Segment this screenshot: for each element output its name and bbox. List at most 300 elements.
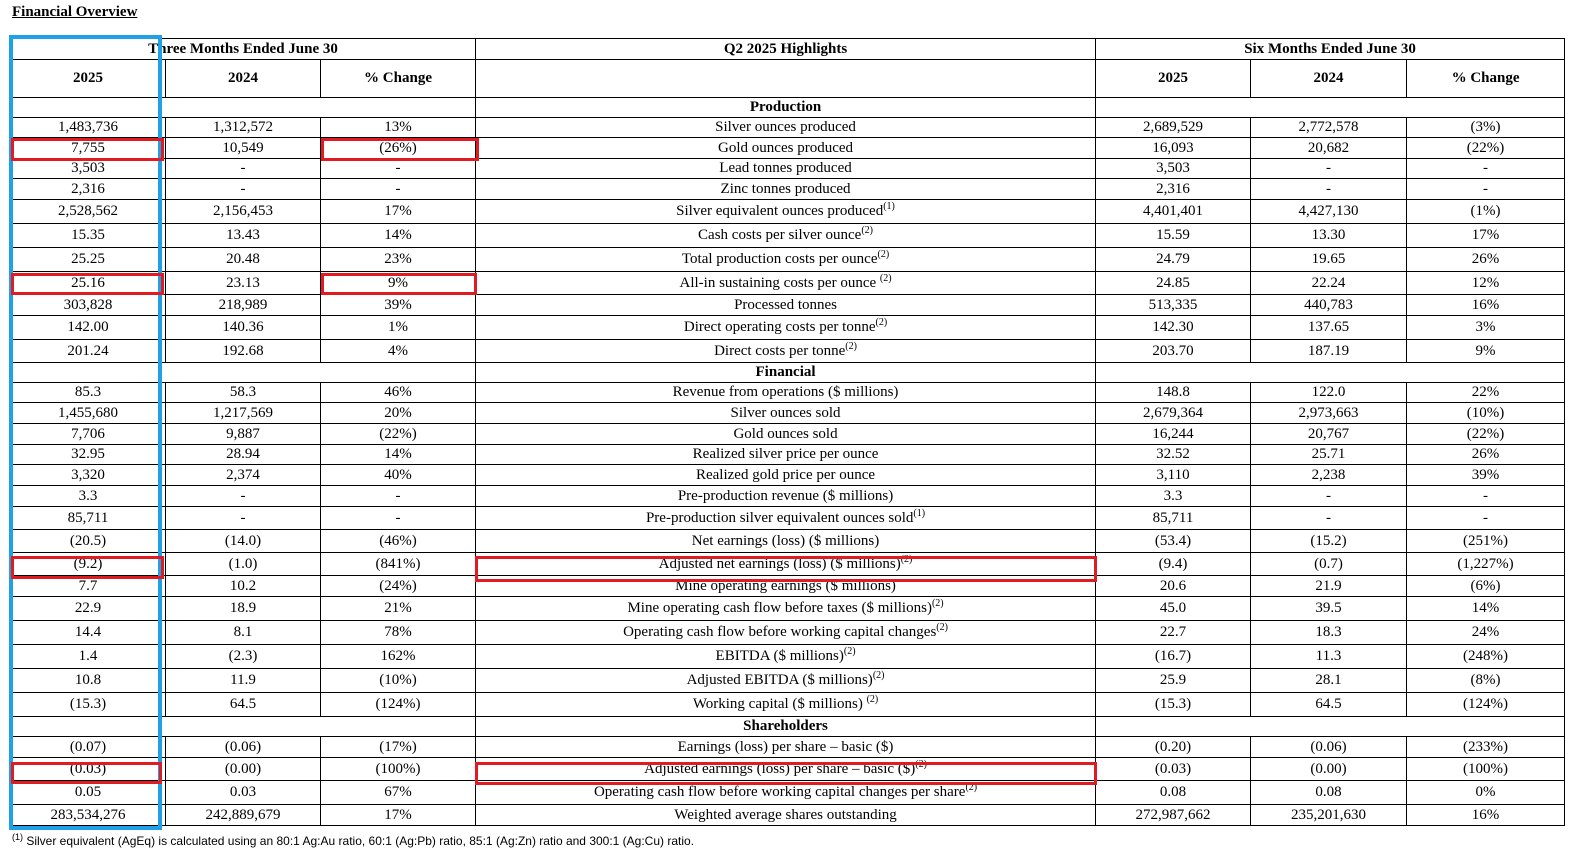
value-sch: - — [1407, 159, 1565, 179]
value-s25: 45.0 — [1096, 597, 1251, 621]
metric-label-cell — [476, 758, 1096, 781]
value-qch: 17% — [321, 200, 476, 224]
value-q25: (0.03) — [11, 758, 166, 781]
metric-label-cell — [476, 669, 1096, 693]
value-qch: 23% — [321, 248, 476, 272]
value-sch: 9% — [1407, 340, 1565, 363]
metric-label-cell — [476, 403, 1096, 424]
footnote-ref: (2) — [879, 272, 892, 284]
value-s24: 2,238 — [1251, 465, 1407, 486]
value-q25: (9.2) — [11, 553, 166, 576]
value-s24: 28.1 — [1251, 669, 1407, 693]
metric-label-cell — [476, 530, 1096, 553]
value-q24: 20.48 — [166, 248, 321, 272]
metric-label-cell — [476, 576, 1096, 597]
value-sch: - — [1407, 486, 1565, 507]
value-qch: (17%) — [321, 737, 476, 758]
value-sch: (1%) — [1407, 200, 1565, 224]
value-qch: 39% — [321, 295, 476, 316]
footnote-ref: (2) — [861, 225, 874, 236]
metric-label-cell — [476, 383, 1096, 403]
metric-label: Direct costs per tonne — [714, 342, 846, 359]
value-q24: 2,156,453 — [166, 200, 321, 224]
table-row — [11, 758, 1565, 781]
value-s25: 513,335 — [1096, 295, 1251, 316]
value-q25: 10.8 — [11, 669, 166, 693]
value-s25: 272,987,662 — [1096, 805, 1251, 826]
value-s25: 24.85 — [1096, 272, 1251, 295]
value-sch: 26% — [1407, 248, 1565, 272]
value-s25: (15.3) — [1096, 693, 1251, 717]
section-title: Shareholders — [476, 717, 1096, 737]
table-row — [11, 383, 1565, 403]
table-row — [11, 445, 1565, 465]
metric-label-cell — [476, 316, 1096, 340]
value-s25: (0.20) — [1096, 737, 1251, 758]
highlights-blank-cell — [476, 60, 1096, 98]
metric-label: Adjusted earnings (loss) per share – basic ($) — [644, 760, 916, 777]
metric-label-cell — [476, 645, 1096, 669]
value-q24: - — [166, 159, 321, 179]
value-q25: (20.5) — [11, 530, 166, 553]
metric-label: EBITDA ($ millions) — [715, 648, 844, 664]
value-q24: - — [166, 179, 321, 200]
metric-label: Operating cash flow before working capital changes per share — [593, 784, 966, 800]
value-sch: (124%) — [1407, 693, 1565, 717]
value-s25: 2,316 — [1096, 179, 1251, 200]
value-q25: 201.24 — [11, 340, 166, 363]
value-q24: 18.9 — [166, 597, 321, 621]
financial-overview-table — [10, 38, 1565, 826]
value-qch: 14% — [321, 445, 476, 465]
metric-label: Direct operating costs per tonne — [683, 319, 876, 335]
table-row — [11, 805, 1565, 826]
footnote — [12, 834, 694, 848]
value-q24: 0.03 — [166, 781, 321, 805]
metric-label: Working capital ($ millions) — [692, 696, 867, 712]
metric-label-cell — [476, 340, 1096, 363]
value-q25: 32.95 — [11, 445, 166, 465]
footnote-ref: (2) — [875, 317, 888, 328]
value-s24: (0.7) — [1251, 553, 1407, 576]
value-qch: - — [321, 159, 476, 179]
value-q24: 2,374 — [166, 465, 321, 486]
metric-label-cell — [476, 597, 1096, 621]
metric-label: Gold ounces sold — [733, 425, 838, 442]
value-q25: 303,828 — [11, 295, 166, 316]
value-sch: 17% — [1407, 224, 1565, 248]
value-s24: 187.19 — [1251, 340, 1407, 363]
value-s25: 16,244 — [1096, 424, 1251, 445]
footnote-ref: (1) — [913, 507, 926, 519]
header-row-years — [11, 60, 1565, 98]
value-q24: 9,887 — [166, 424, 321, 445]
value-s25: 16,093 — [1096, 138, 1251, 159]
metric-label: Realized silver price per ounce — [692, 446, 879, 462]
value-sch: - — [1407, 507, 1565, 530]
value-qch: 1% — [321, 316, 476, 340]
q-2025-header: 2025 — [11, 60, 166, 98]
value-q24: 218,989 — [166, 295, 321, 316]
value-q25: 1,483,736 — [11, 118, 166, 138]
metric-label: Mine operating earnings ($ millions) — [675, 577, 896, 594]
value-s24: 39.5 — [1251, 597, 1407, 621]
header-row-periods — [11, 39, 1565, 60]
value-s24: 4,427,130 — [1251, 200, 1407, 224]
six-months-header: Six Months Ended June 30 — [1096, 39, 1565, 60]
value-sch: 39% — [1407, 465, 1565, 486]
value-s25: 85,711 — [1096, 507, 1251, 530]
metric-label-cell — [476, 138, 1096, 159]
value-s24: 440,783 — [1251, 295, 1407, 316]
value-q25: 7,755 — [11, 138, 166, 159]
value-qch: 162% — [321, 645, 476, 669]
value-sch: 16% — [1407, 295, 1565, 316]
q-change-header: % Change — [321, 60, 476, 98]
s-change-header: % Change — [1407, 60, 1565, 98]
value-s24: 21.9 — [1251, 576, 1407, 597]
section-spacer — [1096, 717, 1565, 737]
value-qch: (24%) — [321, 576, 476, 597]
table-row — [11, 465, 1565, 486]
value-s25: (9.4) — [1096, 553, 1251, 576]
footnote-ref: (2) — [845, 340, 857, 352]
table-row — [11, 248, 1565, 272]
footnote-ref: (2) — [872, 670, 885, 681]
table-row — [11, 530, 1565, 553]
metric-label: Realized gold price per ounce — [695, 466, 876, 483]
table-row — [11, 118, 1565, 138]
value-sch: (22%) — [1407, 424, 1565, 445]
value-qch: 21% — [321, 597, 476, 621]
value-sch: 12% — [1407, 272, 1565, 295]
metric-label-cell — [476, 224, 1096, 248]
value-q24: 8.1 — [166, 621, 321, 645]
value-qch: (26%) — [321, 138, 476, 159]
value-s24: 25.71 — [1251, 445, 1407, 465]
metric-label: Weighted average shares outstanding — [674, 806, 897, 823]
value-q25: 3.3 — [11, 486, 166, 507]
value-q25: 1,455,680 — [11, 403, 166, 424]
value-qch: (100%) — [321, 758, 476, 781]
metric-label-cell — [476, 424, 1096, 445]
value-q24: (0.06) — [166, 737, 321, 758]
footnote-ref: (2) — [843, 646, 856, 657]
value-sch: 3% — [1407, 316, 1565, 340]
value-s24: (0.06) — [1251, 737, 1407, 758]
metric-label: Silver ounces produced — [715, 119, 856, 135]
metric-label-cell — [476, 118, 1096, 138]
value-sch: (10%) — [1407, 403, 1565, 424]
value-s24: 2,772,578 — [1251, 118, 1407, 138]
value-s25: 20.6 — [1096, 576, 1251, 597]
footnote-ref: (2) — [965, 782, 978, 793]
value-q25: 85,711 — [11, 507, 166, 530]
q-2024-header: 2024 — [166, 60, 321, 98]
value-s24: 64.5 — [1251, 693, 1407, 717]
section-spacer — [11, 98, 476, 118]
value-s25: 25.9 — [1096, 669, 1251, 693]
value-sch: 14% — [1407, 597, 1565, 621]
value-s24: 13.30 — [1251, 224, 1407, 248]
section-row-shareholders — [11, 717, 1565, 737]
table-row — [11, 200, 1565, 224]
value-q24: - — [166, 507, 321, 530]
metric-label: Pre-production silver equivalent ounces sold — [645, 509, 914, 526]
value-s24: 18.3 — [1251, 621, 1407, 645]
table-row — [11, 737, 1565, 758]
metric-label-cell — [476, 295, 1096, 316]
value-s25: 203.70 — [1096, 340, 1251, 363]
metric-label: Zinc tonnes produced — [720, 180, 851, 197]
value-q24: 140.36 — [166, 316, 321, 340]
footnote-marker: (1) — [12, 832, 23, 842]
value-q25: 2,316 — [11, 179, 166, 200]
value-s25: (16.7) — [1096, 645, 1251, 669]
metric-label-cell — [476, 445, 1096, 465]
value-sch: (233%) — [1407, 737, 1565, 758]
value-qch: (46%) — [321, 530, 476, 553]
value-qch: 9% — [321, 272, 476, 295]
value-q25: 3,320 — [11, 465, 166, 486]
value-s25: 3.3 — [1096, 486, 1251, 507]
metric-label: Pre-production revenue ($ millions) — [677, 487, 894, 504]
footnote-ref: (2) — [936, 622, 948, 633]
metric-label-cell — [476, 486, 1096, 507]
value-q24: 13.43 — [166, 224, 321, 248]
value-sch: (1,227%) — [1407, 553, 1565, 576]
value-s24: 22.24 — [1251, 272, 1407, 295]
footnote-ref: (1) — [883, 201, 895, 212]
value-qch: (841%) — [321, 553, 476, 576]
metric-label-cell — [476, 553, 1096, 576]
value-q25: 3,503 — [11, 159, 166, 179]
value-s24: 19.65 — [1251, 248, 1407, 272]
highlights-header: Q2 2025 Highlights — [476, 39, 1096, 60]
value-q24: 28.94 — [166, 445, 321, 465]
value-sch: - — [1407, 179, 1565, 200]
table-row — [11, 597, 1565, 621]
value-q24: (14.0) — [166, 530, 321, 553]
value-s25: (53.4) — [1096, 530, 1251, 553]
value-s25: 2,679,364 — [1096, 403, 1251, 424]
table-row — [11, 669, 1565, 693]
value-s24: (15.2) — [1251, 530, 1407, 553]
three-months-header: Three Months Ended June 30 — [11, 39, 476, 60]
value-s24: 122.0 — [1251, 383, 1407, 403]
value-q25: 7.7 — [11, 576, 166, 597]
value-s25: 2,689,529 — [1096, 118, 1251, 138]
value-s25: 142.30 — [1096, 316, 1251, 340]
value-qch: 13% — [321, 118, 476, 138]
table-row — [11, 553, 1565, 576]
value-q24: 1,217,569 — [166, 403, 321, 424]
footnote-ref: (2) — [866, 694, 879, 705]
metric-label: Operating cash flow before working capital changes — [623, 624, 937, 640]
value-q25: (0.07) — [11, 737, 166, 758]
value-sch: (3%) — [1407, 118, 1565, 138]
section-title: Production — [476, 98, 1096, 118]
table-row — [11, 693, 1565, 717]
value-q24: 58.3 — [166, 383, 321, 403]
s-2024-header: 2024 — [1251, 60, 1407, 98]
metric-label: Mine operating cash flow before taxes ($ millions) — [627, 600, 932, 616]
metric-label: Silver ounces sold — [730, 404, 841, 421]
value-s24: (0.00) — [1251, 758, 1407, 781]
value-qch: 78% — [321, 621, 476, 645]
metric-label-cell — [476, 737, 1096, 758]
s-2025-header: 2025 — [1096, 60, 1251, 98]
value-q25: 7,706 — [11, 424, 166, 445]
metric-label: Adjusted net earnings (loss) ($ millions) — [658, 555, 901, 572]
section-spacer — [1096, 98, 1565, 118]
value-s24: 137.65 — [1251, 316, 1407, 340]
value-s24: 0.08 — [1251, 781, 1407, 805]
value-s24: 2,973,663 — [1251, 403, 1407, 424]
metric-label-cell — [476, 200, 1096, 224]
table-row — [11, 138, 1565, 159]
value-s24: - — [1251, 179, 1407, 200]
table-row — [11, 621, 1565, 645]
value-q25: 14.4 — [11, 621, 166, 645]
table-row — [11, 159, 1565, 179]
value-s24: - — [1251, 159, 1407, 179]
metric-label-cell — [476, 159, 1096, 179]
value-q25: (15.3) — [11, 693, 166, 717]
table-row — [11, 179, 1565, 200]
value-qch: 17% — [321, 805, 476, 826]
value-sch: (6%) — [1407, 576, 1565, 597]
table-row — [11, 576, 1565, 597]
metric-label: Silver equivalent ounces produced — [676, 203, 884, 219]
section-row-financial — [11, 363, 1565, 383]
metric-label-cell — [476, 621, 1096, 645]
value-q24: - — [166, 486, 321, 507]
metric-label: Adjusted EBITDA ($ millions) — [686, 672, 873, 688]
value-q24: 10,549 — [166, 138, 321, 159]
value-q24: 1,312,572 — [166, 118, 321, 138]
value-q25: 0.05 — [11, 781, 166, 805]
value-sch: (100%) — [1407, 758, 1565, 781]
value-s24: 11.3 — [1251, 645, 1407, 669]
table-row — [11, 295, 1565, 316]
value-qch: 14% — [321, 224, 476, 248]
value-s25: 3,110 — [1096, 465, 1251, 486]
metric-label-cell — [476, 693, 1096, 717]
value-q25: 15.35 — [11, 224, 166, 248]
section-spacer — [11, 363, 476, 383]
metric-label: Cash costs per silver ounce — [698, 227, 862, 243]
metric-label: Lead tonnes produced — [719, 160, 852, 176]
section-row-production — [11, 98, 1565, 118]
value-q25: 22.9 — [11, 597, 166, 621]
value-s25: 15.59 — [1096, 224, 1251, 248]
metric-label-cell — [476, 272, 1096, 295]
metric-label-cell — [476, 781, 1096, 805]
value-q24: 11.9 — [166, 669, 321, 693]
value-s24: 20,767 — [1251, 424, 1407, 445]
value-sch: 26% — [1407, 445, 1565, 465]
value-s25: 32.52 — [1096, 445, 1251, 465]
value-q25: 85.3 — [11, 383, 166, 403]
table-row — [11, 507, 1565, 530]
value-s25: 24.79 — [1096, 248, 1251, 272]
page-title: Financial Overview — [12, 4, 138, 20]
value-s25: 4,401,401 — [1096, 200, 1251, 224]
value-s25: (0.03) — [1096, 758, 1251, 781]
value-q24: 242,889,679 — [166, 805, 321, 826]
section-spacer — [1096, 363, 1565, 383]
value-qch: - — [321, 507, 476, 530]
value-qch: 4% — [321, 340, 476, 363]
section-title: Financial — [476, 363, 1096, 383]
value-sch: 22% — [1407, 383, 1565, 403]
value-s25: 0.08 — [1096, 781, 1251, 805]
metric-label-cell — [476, 465, 1096, 486]
footnote-ref: (2) — [915, 758, 927, 770]
metric-label-cell — [476, 507, 1096, 530]
table-row — [11, 340, 1565, 363]
value-q24: 10.2 — [166, 576, 321, 597]
metric-label-cell — [476, 248, 1096, 272]
value-sch: (8%) — [1407, 669, 1565, 693]
value-q25: 283,534,276 — [11, 805, 166, 826]
table-row — [11, 272, 1565, 295]
value-s24: - — [1251, 507, 1407, 530]
value-s24: 20,682 — [1251, 138, 1407, 159]
table-row — [11, 403, 1565, 424]
value-qch: (22%) — [321, 424, 476, 445]
metric-label: Total production costs per ounce — [681, 251, 878, 267]
metric-label: Earnings (loss) per share – basic ($) — [677, 738, 894, 755]
value-q25: 25.16 — [11, 272, 166, 295]
value-q24: (2.3) — [166, 645, 321, 669]
metric-label: Gold ounces produced — [718, 139, 854, 156]
value-qch: (124%) — [321, 693, 476, 717]
table-row — [11, 645, 1565, 669]
value-qch: - — [321, 486, 476, 507]
value-s25: 148.8 — [1096, 383, 1251, 403]
table-row — [11, 224, 1565, 248]
metric-label: Processed tonnes — [734, 296, 837, 313]
table-row — [11, 486, 1565, 507]
value-q24: (1.0) — [166, 553, 321, 576]
value-qch: 46% — [321, 383, 476, 403]
value-s24: 235,201,630 — [1251, 805, 1407, 826]
value-sch: 24% — [1407, 621, 1565, 645]
value-qch: 40% — [321, 465, 476, 486]
footnote-ref: (2) — [900, 553, 913, 565]
value-s24: - — [1251, 486, 1407, 507]
value-q24: (0.00) — [166, 758, 321, 781]
metric-label: Net earnings (loss) ($ millions) — [691, 532, 880, 549]
table-row — [11, 781, 1565, 805]
footnote-ref: (2) — [931, 598, 944, 609]
value-sch: 0% — [1407, 781, 1565, 805]
value-qch: 67% — [321, 781, 476, 805]
value-sch: (251%) — [1407, 530, 1565, 553]
value-qch: 20% — [321, 403, 476, 424]
footnote-ref: (2) — [877, 249, 890, 260]
value-q25: 1.4 — [11, 645, 166, 669]
value-q25: 2,528,562 — [11, 200, 166, 224]
value-qch: - — [321, 179, 476, 200]
metric-label-cell — [476, 805, 1096, 826]
value-s25: 22.7 — [1096, 621, 1251, 645]
metric-label-cell — [476, 179, 1096, 200]
value-q24: 64.5 — [166, 693, 321, 717]
metric-label: Revenue from operations ($ millions) — [672, 384, 899, 400]
